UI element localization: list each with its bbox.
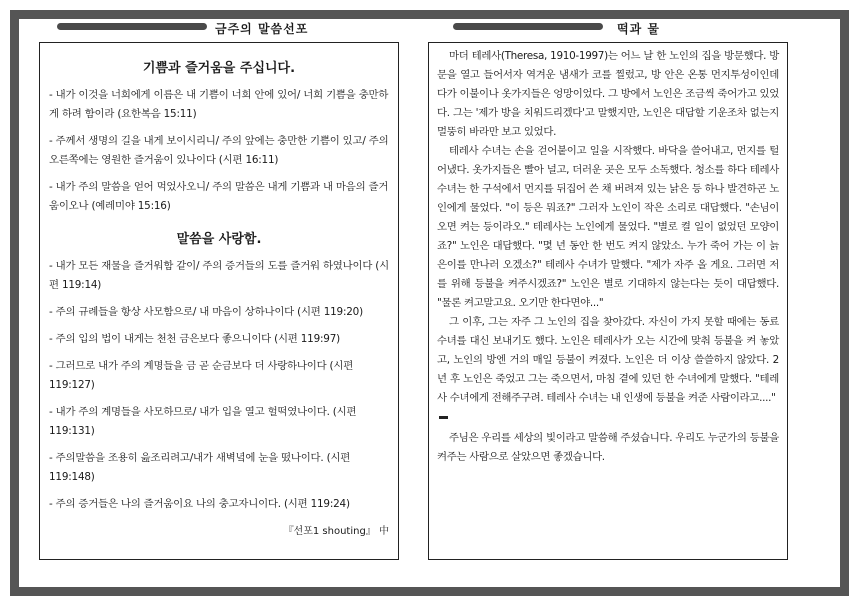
section-title-joy: 기쁨과 즐거움을 주십니다. bbox=[142, 61, 296, 76]
left-header-title: 금주의 말씀선포 bbox=[215, 22, 309, 36]
left-column-header bbox=[57, 20, 347, 40]
header-bar bbox=[57, 23, 207, 30]
verse-item: - 그러므로 내가 주의 계명들을 금 곧 순금보다 더 사랑하나이다 (시편 119:127) bbox=[49, 360, 354, 391]
weekly-sermon-box bbox=[39, 42, 399, 560]
verse-item: - 내가 주의 계명들을 사모하므로/ 내가 입을 열고 헐떡였나이다. (시편 119:131) bbox=[49, 406, 357, 437]
verse-item: - 내가 주의 말씀을 얻어 먹었사오니/ 주의 말씀은 내게 기쁨과 내 마음의 즐거움이오나 (예레미야 15:16) bbox=[49, 181, 389, 212]
closing-paragraph: 주님은 우리를 세상의 빛이라고 말씀해 주셨습니다. 우리도 누군가의 등불을 켜주는 사람으로 살았으면 좋겠습니다. bbox=[437, 432, 779, 463]
section-title-love-word: 말씀을 사랑함. bbox=[176, 232, 262, 247]
verse-item: - 내가 모든 재물을 즐거워함 같이/ 주의 증거들의 도를 즐거워 하였나이다 (시편 119:14) bbox=[49, 260, 389, 291]
header-bar bbox=[453, 23, 603, 30]
right-header-title: 떡과 물 bbox=[617, 22, 660, 36]
story-paragraph: 마더 테레사(Theresa, 1910-1997)는 어느 날 한 노인의 집을 방문했다. 방문을 열고 들어서자 역겨운 냄새가 코를 찔렀고, 방 안은 온통 먼지투성이인데다가 이불이나 옷가지들은 엉망이었다. 그 방에서 노인은 조금씩 죽어가고 있었다. 그는 '제가 방을 치워드리겠다'고 말했지만, 노인은 대답할 기운조차 없는지 멀뚱히 바라만 보고 있었다. bbox=[437, 50, 779, 138]
verse-item: - 주의 증거들은 나의 즐거움이요 나의 충고자니이다. (시편 119:24) bbox=[49, 498, 350, 510]
bread-and-water-box bbox=[428, 42, 788, 560]
verse-item: - 주의 입의 법이 내게는 천천 금은보다 좋으니이다 (시편 119:97) bbox=[49, 333, 340, 345]
verse-item: - 내가 이것을 너희에게 이름은 내 기쁨이 너희 안에 있어/ 너희 기쁨을 충만하게 하려 함이라 (요한복음 15:11) bbox=[49, 89, 389, 120]
story-paragraph: 테레사 수녀는 손을 걷어붙이고 일을 시작했다. 바닥을 쓸어내고, 먼지를 털어냈다. 옷가지들은 빨아 널고, 더러운 곳은 모두 소독했다. 청소를 하다 테레사 수녀는 한 구석에서 먼지를 뒤집어 쓴 채 버려져 있는 낡은 등 하나 발견하곤 노인에게 물었다. "이 등은 뭐죠?" 그러자 노인이 작은 소리로 대답했다. "손님이 오면 켜는 등이라오." 테레사는 노인에게 물었다. "별로 켤 일이 없었던 모양이죠?" 노인은 대답했다. "몇 년 동안 한 번도 켜지 않았소. 누가 죽어 가는 이 늙은이를 만나러 오겠소?" 테레사 수녀가 말했다. "제가 자주 올 게요. 그러면 저를 위해 등불을 켜주시겠죠?" 노인은 별로 기대하지 않는다는 듯이 대답했다. "물론 켜고말고요. 오기만 한다면야..." bbox=[437, 145, 779, 309]
separator-mark bbox=[439, 416, 448, 419]
verse-item: - 주의말씀을 조용히 읊조리려고/내가 새벽녘에 눈을 떴나이다. (시편 119:148) bbox=[49, 452, 351, 483]
verse-item: - 주께서 생명의 길을 내게 보이시리니/ 주의 앞에는 충만한 기쁨이 있고/ 주의 오른쪽에는 영원한 즐거움이 있나이다 (시편 16:11) bbox=[49, 135, 389, 166]
source-citation: 『선포1 shouting』 中 bbox=[283, 526, 389, 537]
right-column-header bbox=[453, 20, 783, 40]
story-paragraph: 그 이후, 그는 자주 그 노인의 집을 찾아갔다. 자신이 가지 못할 때에는 동료 수녀를 대신 보내기도 했다. 노인은 테레사가 오는 시간에 맞춰 등불을 켜 놓았고, 노인의 방엔 거의 매일 등불이 켜졌다. 노인은 더 이상 쓸쓸하지 않았다. 2년 후 노인은 죽었고 그는 죽으면서, 마침 곁에 있던 한 수녀에게 말했다. "테레사 수녀에게 전해주구려. 테레사 수녀는 내 인생에 등불을 켜준 사람이라고...." bbox=[437, 316, 779, 404]
verse-item: - 주의 규례들을 항상 사모함으로/ 내 마음이 상하나이다 (시편 119:20) bbox=[49, 306, 363, 318]
